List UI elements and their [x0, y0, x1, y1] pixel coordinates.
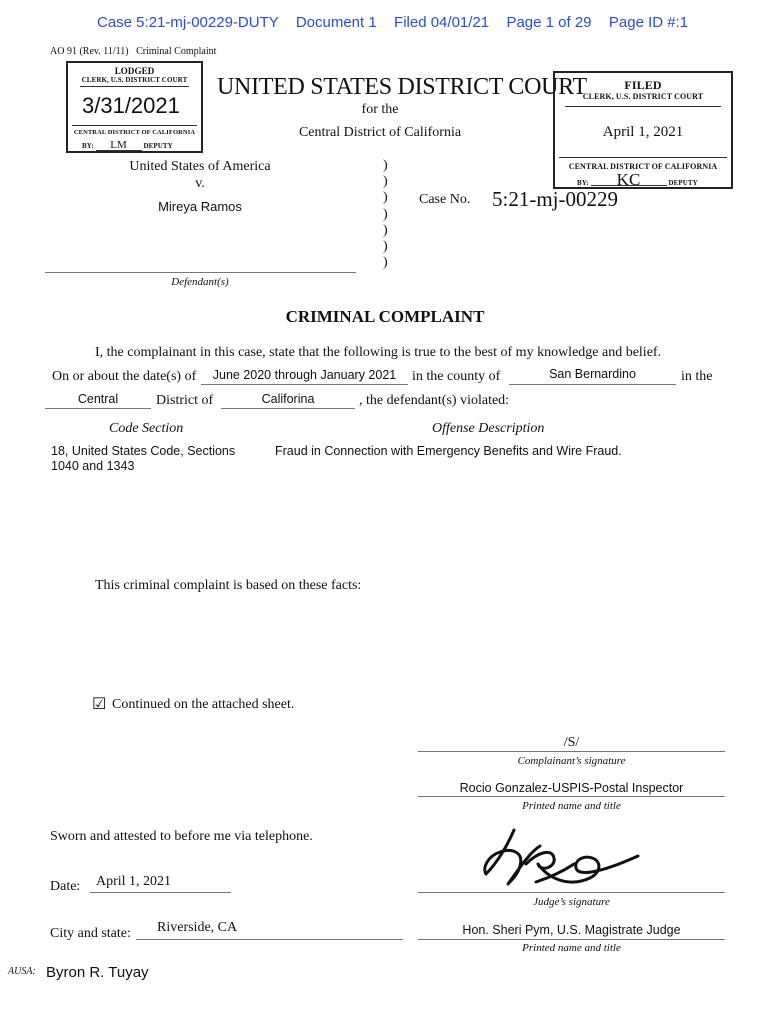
complainant-signature-label: Complainant’s signature: [517, 755, 626, 767]
defendant-line: [45, 272, 356, 273]
filed-date: April 1, 2021: [602, 124, 684, 140]
complaint-title: CRIMINAL COMPLAINT: [285, 307, 485, 326]
lodged-deputy: DEPUTY: [143, 142, 173, 150]
code-section-label: Code Section: [109, 421, 184, 436]
court-for-the: for the: [361, 102, 399, 117]
lodged-by-initials: LM: [96, 141, 142, 151]
complainant-printed-label: Printed name and title: [522, 800, 621, 812]
filed-clerk: CLERK, U.S. DISTRICT COURT: [582, 92, 704, 101]
header-page-id: Page ID #:1: [608, 14, 689, 31]
caption-defendant: Mireya Ramos: [158, 199, 242, 214]
city-label: City and state:: [50, 926, 131, 941]
lodged-by-label: BY:: [82, 142, 94, 150]
header-document: Document 1: [295, 14, 377, 31]
offense-label: Offense Description: [432, 421, 545, 436]
caption-parentheses: ) ) ) ) ) ) ): [383, 158, 388, 271]
sworn-text: Sworn and attested to before me via telephone.: [50, 829, 313, 844]
court-district: Central District of California: [298, 125, 462, 140]
continued-checkbox[interactable]: ☑: [92, 696, 107, 713]
violated-label: , the defendant(s) violated:: [359, 393, 510, 408]
complainant-signature: /S/: [563, 735, 580, 750]
lodged-district: CENTRAL DISTRICT OF CALIFORNIA: [73, 129, 196, 136]
header-case: Case 5:21-mj-00229-DUTY: [97, 14, 279, 31]
offense-value: Fraud in Connection with Emergency Benefits and Wire Fraud.: [275, 444, 622, 458]
district-of-label: District of: [156, 393, 214, 408]
filed-by-line: [577, 170, 698, 189]
code-section-value: 18, United States Code, Sections 1040 and 1343: [51, 444, 236, 473]
header-page: Page 1 of 29: [506, 14, 592, 31]
filed-district: CENTRAL DISTRICT OF CALIFORNIA: [568, 162, 718, 171]
judge-printed-label: Printed name and title: [522, 942, 621, 954]
ausa-label: AUSA:: [8, 966, 36, 977]
filed-by-initials: KC: [591, 174, 667, 186]
lodged-clerk: CLERK, U.S. DISTRICT COURT: [81, 76, 188, 84]
header-filed: Filed 04/01/21: [394, 14, 490, 31]
caption-defendant-label: Defendant(s): [171, 276, 229, 288]
complainant-name: Rocio Gonzalez-USPIS-Postal Inspector: [459, 781, 684, 795]
court-title-text: UNITED STATES DISTRICT COURT: [217, 74, 587, 100]
facts-label: This criminal complaint is based on these facts:: [95, 578, 362, 593]
complaint-intro: I, the complainant in this case, state that the following is true to the best of my knowledge and belief.: [95, 345, 662, 360]
city-value: Riverside, CA: [157, 920, 238, 935]
filed-by-label: BY:: [577, 179, 589, 187]
judge-signature-label: Judge’s signature: [533, 896, 610, 908]
caption-plaintiff: United States of America: [129, 159, 271, 174]
lodged-title: LODGED: [114, 66, 155, 76]
ecf-header: [97, 14, 688, 31]
in-the-label: in the: [681, 369, 713, 384]
case-no: 5:21-mj-00229: [492, 187, 618, 211]
date-label: Date:: [50, 879, 81, 894]
ausa-name: Byron R. Tuyay: [46, 964, 149, 981]
district-name-value: Central: [77, 392, 119, 406]
dates-value: June 2020 through January 2021: [212, 368, 397, 382]
county-value: San Bernardino: [549, 367, 636, 381]
date-value: April 1, 2021: [96, 874, 172, 889]
filed-stamp: [553, 71, 733, 189]
lodged-by-line: [82, 141, 173, 151]
on-or-about-label: On or about the date(s) of: [52, 369, 197, 384]
form-id: AO 91 (Rev. 11/11) Criminal Complaint: [50, 46, 217, 57]
judge-name: Hon. Sheri Pym, U.S. Magistrate Judge: [462, 923, 681, 937]
state-value: Califorina: [261, 392, 315, 406]
lodged-stamp: [66, 61, 203, 153]
filed-title: FILED: [624, 78, 662, 92]
case-no-label: Case No.: [419, 192, 471, 207]
judge-handwritten-signature: [478, 822, 648, 894]
continued-label: Continued on the attached sheet.: [112, 697, 295, 712]
filed-deputy: DEPUTY: [668, 179, 698, 187]
in-county-label: in the county of: [412, 369, 501, 384]
caption-versus: v.: [195, 176, 205, 191]
court-title: [217, 74, 587, 101]
lodged-date: 3/31/2021: [82, 93, 180, 118]
